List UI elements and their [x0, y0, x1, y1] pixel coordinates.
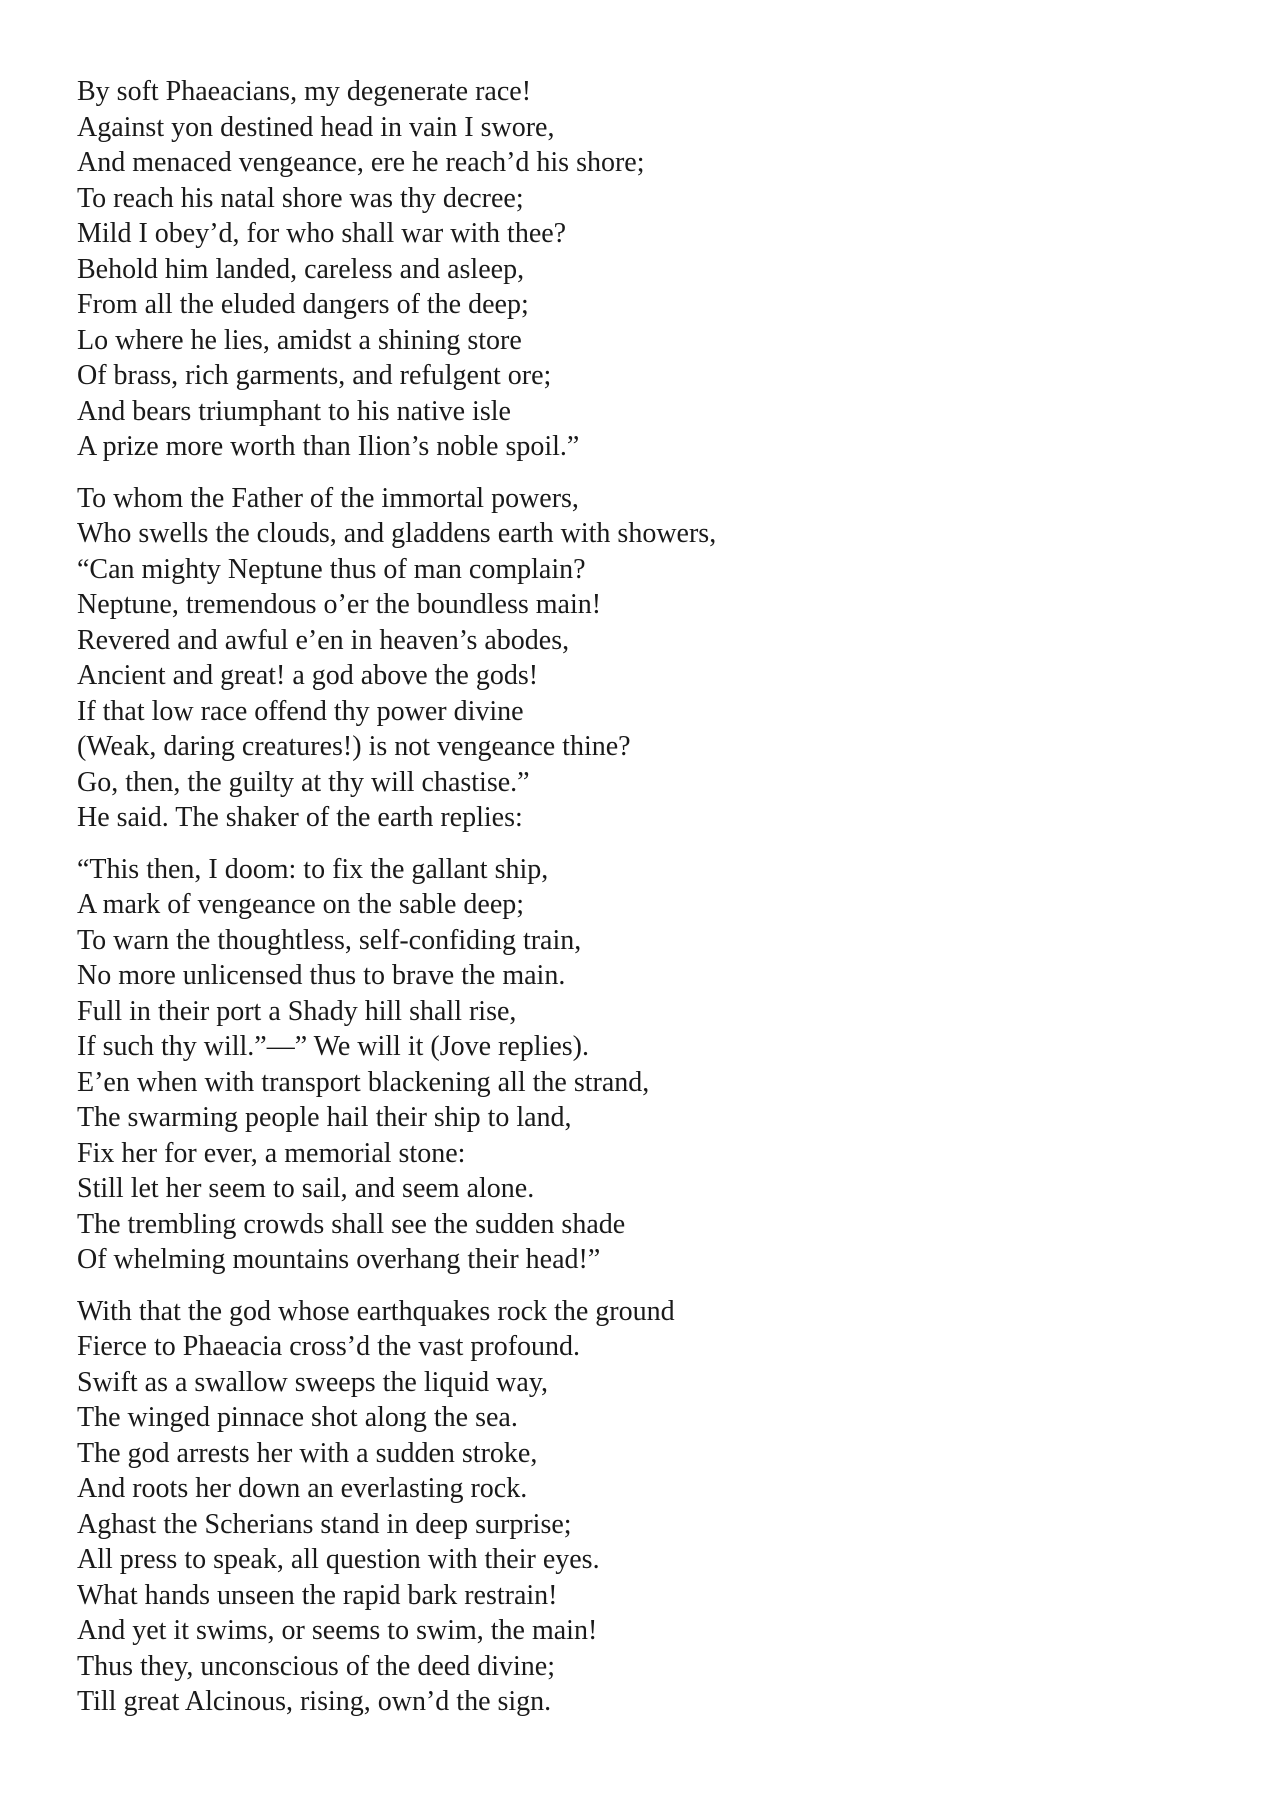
verse-line: Aghast the Scherians stand in deep surprise;: [77, 1508, 572, 1540]
verse-line: A prize more worth than Ilion’s noble spoil.”: [77, 431, 580, 462]
verse-line: “This then, I doom: to fix the gallant ship,: [77, 853, 549, 885]
verse-line: And yet it swims, or seems to swim, the main!: [77, 1615, 598, 1646]
verse-line: Till great Alcinous, rising, own’d the sign.: [77, 1686, 552, 1717]
verse-line: And roots her down an everlasting rock.: [77, 1473, 528, 1504]
verse-line: Of whelming mountains overhang their head!”: [77, 1244, 601, 1275]
verse-line: Go, then, the guilty at thy will chastise.”: [77, 766, 530, 798]
verse-line: The trembling crowds shall see the sudden shade: [77, 1208, 626, 1240]
verse-line: Full in their port a Shady hill shall rise,: [77, 995, 517, 1027]
verse-line: Of brass, rich garments, and refulgent ore;: [77, 360, 552, 391]
stanza-1: [77, 74, 1273, 465]
verse-line: Lo where he lies, amidst a shining store: [77, 324, 522, 356]
verse-line: To reach his natal shore was thy decree;: [77, 182, 524, 214]
verse-line: Swift as a swallow sweeps the liquid way,: [77, 1366, 548, 1398]
verse-line: “Can mighty Neptune thus of man complain?: [77, 553, 586, 585]
verse-line: If that low race offend thy power divine: [77, 695, 524, 727]
verse-line: A mark of vengeance on the sable deep;: [77, 889, 525, 920]
verse-line: With that the god whose earthquakes rock the ground: [77, 1295, 675, 1327]
verse-line: (Weak, daring creatures!) is not vengeance thine?: [77, 731, 631, 762]
verse-line: Thus they, unconscious of the deed divine;: [77, 1650, 555, 1682]
verse-line: Mild I obey’d, for who shall war with thee?: [77, 218, 567, 249]
verse-line: If such thy will.”—” We will it (Jove replies).: [77, 1031, 589, 1062]
verse-line: All press to speak, all question with their eyes.: [77, 1544, 600, 1575]
verse-line: The winged pinnace shot along the sea.: [77, 1402, 518, 1433]
verse-line: Who swells the clouds, and gladdens earth with showers,: [77, 518, 717, 549]
verse-line: Revered and awful e’en in heaven’s abodes,: [77, 624, 570, 656]
verse-line: And bears triumphant to his native isle: [77, 395, 511, 427]
verse-line: E’en when with transport blackening all the strand,: [77, 1066, 650, 1098]
stanza-2: [77, 481, 1273, 836]
stanza-3: [77, 852, 1273, 1278]
verse-line: Still let her seem to sail, and seem alone.: [77, 1173, 535, 1204]
verse-line: Ancient and great! a god above the gods!: [77, 660, 539, 691]
verse-line: The swarming people hail their ship to land,: [77, 1102, 572, 1133]
verse-line: By soft Phaeacians, my degenerate race!: [77, 76, 532, 107]
verse-line: Neptune, tremendous o’er the boundless main!: [77, 589, 602, 620]
verse-line: The god arrests her with a sudden stroke,: [77, 1437, 538, 1469]
verse-line: And menaced vengeance, ere he reach’d his shore;: [77, 147, 645, 178]
verse-line: Fix her for ever, a memorial stone:: [77, 1137, 466, 1169]
verse-line: To warn the thoughtless, self-confiding train,: [77, 924, 582, 956]
verse-line: Fierce to Phaeacia cross’d the vast profound.: [77, 1331, 581, 1362]
stanza-4: [77, 1294, 1273, 1720]
verse-line: No more unlicensed thus to brave the main.: [77, 960, 566, 991]
verse-line: From all the eluded dangers of the deep;: [77, 289, 529, 320]
verse-line: To whom the Father of the immortal powers,: [77, 482, 579, 514]
verse-line: Against yon destined head in vain I swore,: [77, 111, 555, 143]
verse-line: Behold him landed, careless and asleep,: [77, 253, 525, 285]
verse-line: He said. The shaker of the earth replies:: [77, 802, 523, 833]
verse-line: What hands unseen the rapid bark restrain!: [77, 1579, 558, 1611]
